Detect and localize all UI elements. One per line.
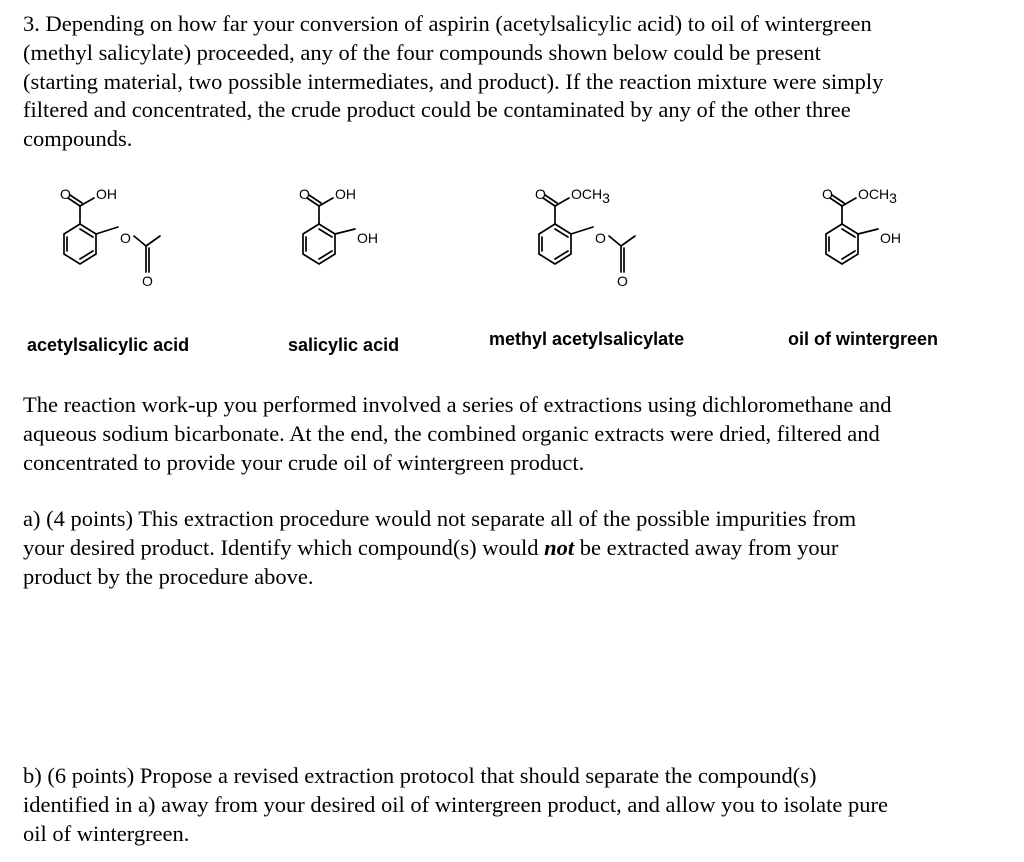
intro-line: (starting material, two possible intermediates, and product). If the reaction mixture were simply [23, 68, 884, 94]
intro-line: (methyl salicylate) proceeded, any of the four compounds shown below could be present [23, 39, 821, 65]
carbonyl-o-label: O [535, 186, 546, 202]
part-b-line: oil of wintergreen. [23, 820, 190, 846]
part-b-line: b) (6 points) Propose a revised extraction protocol that should separate the compound(s) [23, 763, 817, 788]
intro-line: filtered and concentrated, the crude product could be contaminated by any of the other three [23, 97, 851, 123]
part-a-text: your desired product. Identify which compound(s) would [23, 534, 545, 560]
compound-name-oil-of-wintergreen: oil of wintergreen [788, 329, 939, 349]
structure-acetylsalicylic-acid [38, 172, 188, 302]
emphasis-not: not [544, 534, 575, 560]
workup-line: aqueous sodium bicarbonate. At the end, the combined organic extracts were dried, filtered and [23, 420, 880, 446]
part-a-text: be extracted away from your [574, 534, 839, 560]
part-b-question [23, 762, 888, 848]
intro-line: compounds. [23, 126, 133, 152]
part-a-line [23, 534, 856, 563]
part-a-question [23, 505, 856, 591]
oh-label: OH [96, 186, 117, 202]
compound-name-acetylsalicylic-acid: acetylsalicylic acid [27, 335, 190, 355]
workup-paragraph [23, 391, 891, 477]
methoxy-label: OCH [858, 186, 890, 202]
phenol-oh-label: OH [880, 230, 901, 246]
part-a-line: a) (4 points) This extraction procedure would not separate all of the possible impurities from [23, 506, 857, 531]
methoxy-label: OCH [571, 186, 603, 202]
part-b-line: identified in a) away from your desired oil of wintergreen product, and allow you to isolate pure [23, 791, 888, 817]
ester-o-label: O [595, 230, 606, 246]
question-intro [23, 10, 883, 154]
svg-text:OCH3 [571, 186, 610, 206]
compound-name-methyl-acetylsalicylate: methyl acetylsalicylate [489, 329, 685, 349]
compound-name-salicylic-acid: salicylic acid [288, 335, 400, 355]
part-a-line: product by the procedure above. [23, 563, 314, 589]
methoxy-subscript: 3 [889, 190, 897, 206]
svg-text:OCH3 [858, 186, 897, 206]
phenol-oh-label: OH [357, 230, 378, 246]
workup-line: The reaction work-up you performed involved a series of extractions using dichloromethane and [23, 392, 892, 417]
oh-label: OH [335, 186, 356, 202]
structure-salicylic-acid [277, 172, 427, 302]
ester-o-label: O [120, 230, 131, 246]
structure-methyl-acetylsalicylate [513, 172, 663, 302]
acyl-o-label: O [617, 273, 628, 289]
carbonyl-o-label: O [299, 186, 310, 202]
acyl-o-label: O [142, 273, 153, 289]
carbonyl-o-label: O [822, 186, 833, 202]
carbonyl-o-label: O [60, 186, 71, 202]
methoxy-subscript: 3 [602, 190, 610, 206]
workup-line: concentrated to provide your crude oil of wintergreen product. [23, 449, 585, 475]
structure-oil-of-wintergreen [800, 172, 950, 302]
intro-line: 3. Depending on how far your conversion of aspirin (acetylsalicylic acid) to oil of wintergreen [23, 11, 872, 36]
